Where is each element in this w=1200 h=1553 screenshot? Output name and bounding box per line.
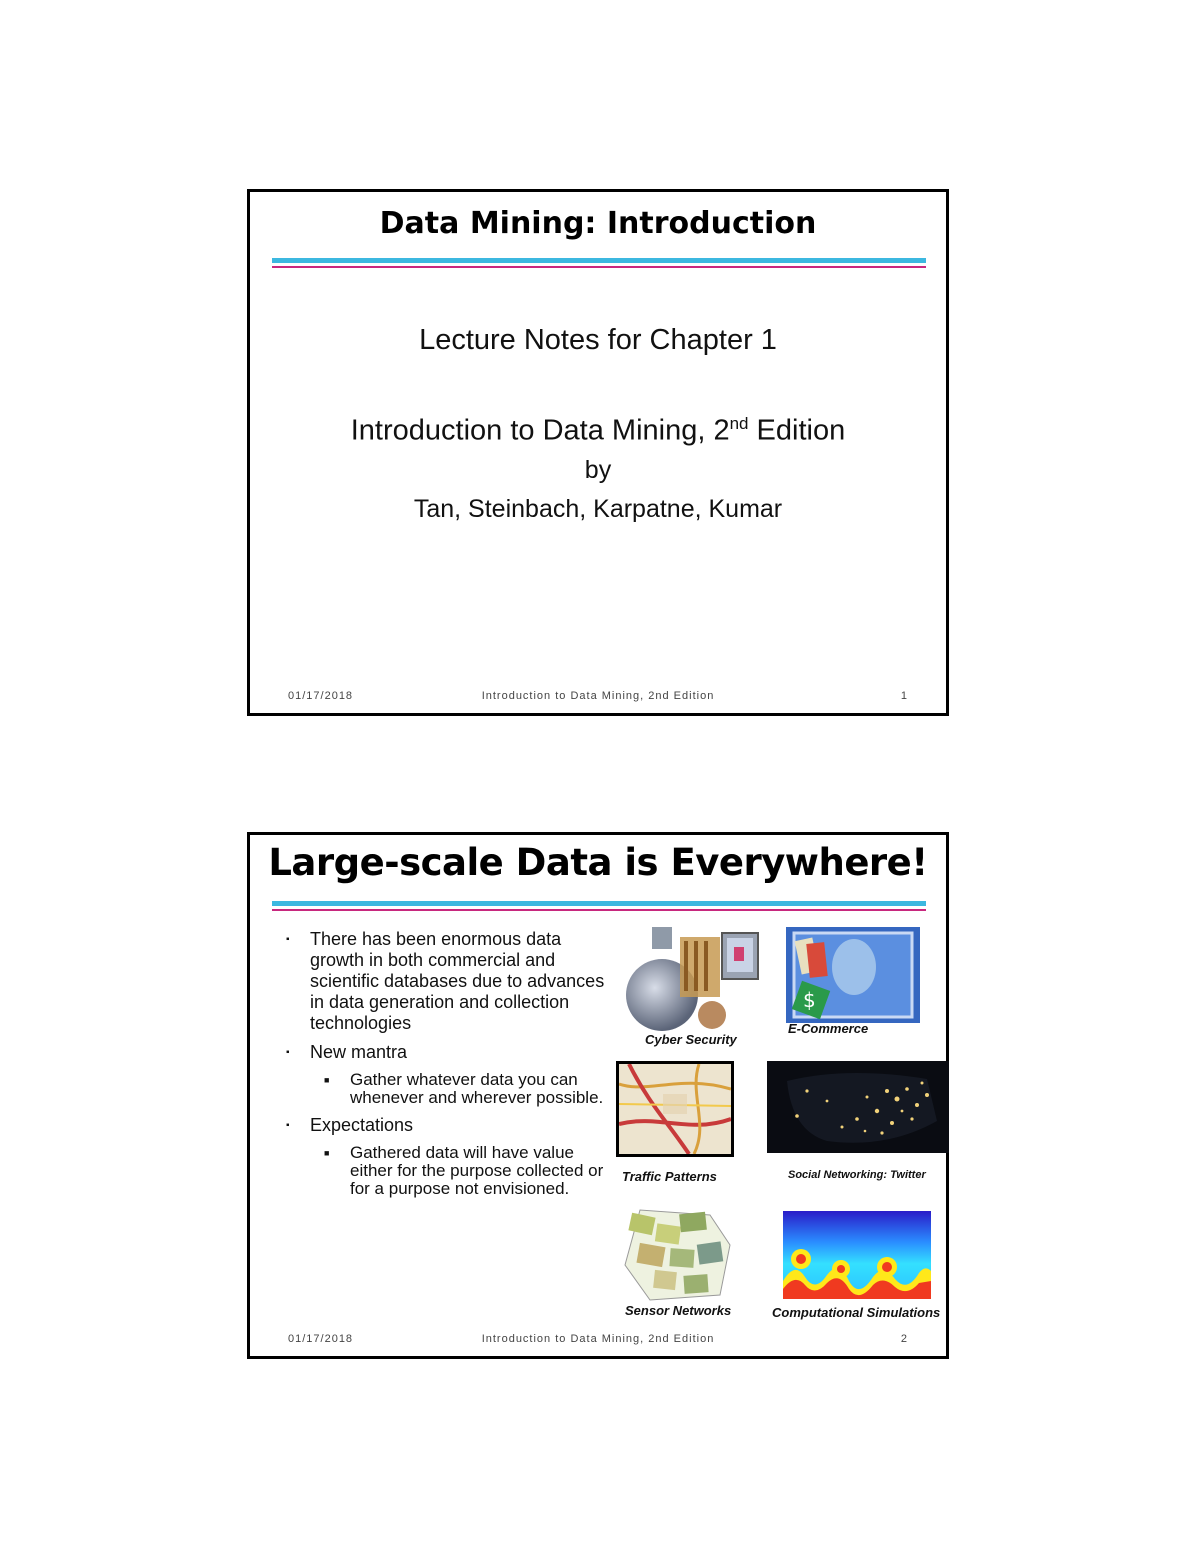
title-rule-blue — [272, 258, 926, 263]
slide-title: Large-scale Data is Everywhere! — [268, 841, 928, 884]
caption-computational-simulations: Computational Simulations — [772, 1305, 941, 1320]
footer-page-number: 2 — [900, 1333, 908, 1345]
footer-title: Introduction to Data Mining, 2nd Edition — [481, 690, 715, 702]
title-rule-blue — [272, 901, 926, 906]
authors: Tan, Steinbach, Karpatne, Kumar — [413, 495, 783, 523]
cyber-security-image — [622, 927, 762, 1037]
footer-title: Introduction to Data Mining, 2nd Edition — [481, 1333, 715, 1345]
sub-bullet-item: ■ Gather whatever data you can whenever and wherever possible. — [286, 1071, 606, 1107]
e-commerce-image — [786, 927, 920, 1023]
caption-social-networking: Social Networking: Twitter — [788, 1169, 926, 1181]
sub-bullet-item: ■ Gathered data will have value either for the purpose collected or for a purpose not envisioned. — [286, 1144, 606, 1198]
bullet-item: ▪ There has been enormous data growth in both commercial and scientific databases due to advances in data generation and collection technologies — [286, 929, 606, 1034]
caption-e-commerce: E-Commerce — [788, 1021, 869, 1036]
title-rule-magenta — [272, 909, 926, 911]
slide-1 — [247, 189, 949, 716]
caption-sensor-networks: Sensor Networks — [625, 1303, 732, 1318]
traffic-map-image — [616, 1061, 734, 1157]
footer-page-number: 1 — [900, 690, 908, 702]
bullet-list — [286, 929, 606, 1206]
footer-date: 01/17/2018 — [288, 1333, 354, 1345]
lecture-subtitle: Lecture Notes for Chapter 1 — [419, 324, 777, 356]
book-title-text: Introduction to Data Mining, 2 — [350, 414, 730, 447]
book-title-edition: Edition — [748, 414, 846, 447]
footer-date: 01/17/2018 — [288, 690, 354, 702]
slide-2 — [247, 832, 949, 1359]
by-line: by — [584, 456, 612, 484]
computational-simulations-image — [783, 1211, 931, 1299]
book-title-sup: nd — [729, 414, 749, 433]
bullet-item: ▪ Expectations — [286, 1115, 606, 1136]
svg-text:$: $ — [803, 988, 816, 1012]
title-rule-magenta — [272, 266, 926, 268]
caption-traffic-patterns: Traffic Patterns — [622, 1169, 717, 1184]
slide-title: Data Mining: Introduction — [379, 206, 817, 241]
bullet-item: ▪ New mantra — [286, 1042, 606, 1063]
book-title — [250, 414, 946, 448]
social-networking-image — [767, 1061, 949, 1153]
caption-cyber-security: Cyber Security — [645, 1032, 737, 1047]
sensor-networks-image — [620, 1205, 736, 1303]
